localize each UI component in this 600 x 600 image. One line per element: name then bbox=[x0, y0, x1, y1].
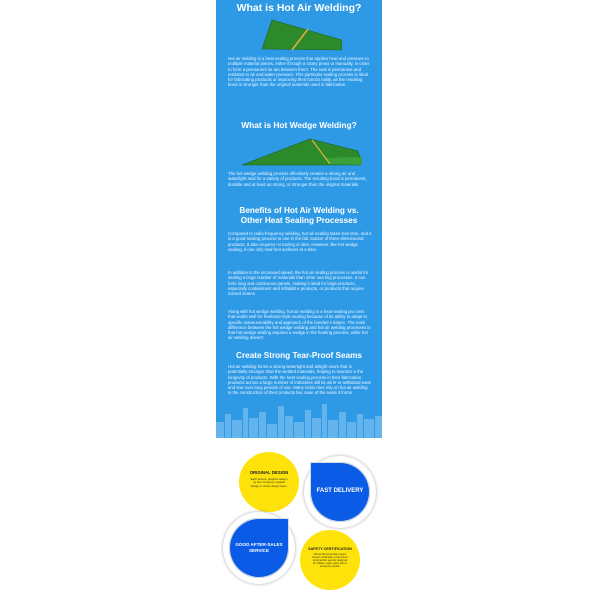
original-design-badge bbox=[239, 452, 299, 512]
original-design-title: ORIGINAL DESIGN bbox=[249, 470, 289, 475]
after-sales-title: GOOD AFTER-SALES SERVICE bbox=[235, 542, 283, 553]
benefits-para-3: Along with hot wedge welding, hot air welding is a heat sealing pro cess that works well for freehand-style sealing because of its ability to adapt to specific maneuverability and approach of the bonded s tiature. The main difference between the hot wedge welding and hot air welding processes is that hot wedge sealing requires a wedge in the heating process, while hot air welding doesn't. bbox=[228, 309, 371, 341]
city-skyline bbox=[216, 392, 382, 438]
original-design-text: Each texture, graphics design by the company's original design or online design team. bbox=[250, 477, 288, 488]
hot-wedge-title: What is Hot Wedge Welding? bbox=[241, 120, 357, 130]
tear-proof-title: Create Strong Tear-Proof Seams bbox=[236, 351, 362, 360]
safety-certification-title: SAFETY CERTIFICATION bbox=[308, 547, 352, 551]
after-sales-ring bbox=[223, 512, 295, 584]
benefits-title: Benefits of Hot Air Welding vs. Other Heat Sealing Processes bbox=[239, 206, 359, 225]
fast-delivery-badge bbox=[310, 462, 370, 522]
safety-certification-badge bbox=[300, 530, 360, 590]
feature-bubbles bbox=[220, 452, 380, 592]
infographic-panel bbox=[216, 0, 382, 438]
benefits-para-2: In addition to the increased speed, the hot air sealing process is useful for sealing a large number of materials than other sea ling processes. It can form long and continuous panels, making it ideal for large products, especially containment and inflatabl e products, or products that require curved seams. bbox=[228, 270, 369, 297]
fast-delivery-title: FAST DELIVERY bbox=[316, 488, 364, 494]
hot-air-title: What is Hot Air Welding? bbox=[236, 2, 362, 14]
hot-air-seam-image bbox=[258, 16, 342, 52]
hot-air-text: Hot air welding is a heat sealing process that applies heat and pressure to multiple material pieces, either through a rotary press or manually, in order to form a permanent se am between them. The seal is permanent and resistant to air and water pressure. This particular sealing process is ideal for fabricating products or improving their functio nality, as the resulting bond is stronger than the original materials used in fabrication. bbox=[228, 56, 370, 88]
fast-delivery-ring bbox=[304, 456, 376, 528]
safety-certification-text: All raw fibrous product meets human certification, environmen tal protection security designed for children, elder good, also is proved by modern bbox=[312, 553, 348, 568]
hot-wedge-text: The hot wedge welding process effectively creates a strong air and waterlight seal for a variety of products. The resulting bond is permanent, durable and at least as strong, or stronger than the original materials. bbox=[228, 171, 367, 187]
tear-proof-text: Hot air welding forms a strong watertight and airtight seam that is potentially stronger than the welded materials, helping to maximiz e the longevity of products. With the heat sealing process in their fabrication, products across a large number of industries will be ab le to withstand wear and tear over long periods of use. Many indus tries rely on hot air welding in the construction of their products bec ause of the seals it forms. bbox=[228, 364, 372, 396]
benefits-para-1: Compared to radio-frequency welding, hot air sealing takes less time, and it is a good sealing process to use in the fab rication of three-dimensional products. It also requires no tooling or dies. However, like hot wedge sealing, it can only seal foot surfaces at a time. bbox=[228, 231, 372, 252]
after-sales-badge bbox=[229, 518, 289, 578]
hot-wedge-seam-image bbox=[240, 135, 362, 167]
